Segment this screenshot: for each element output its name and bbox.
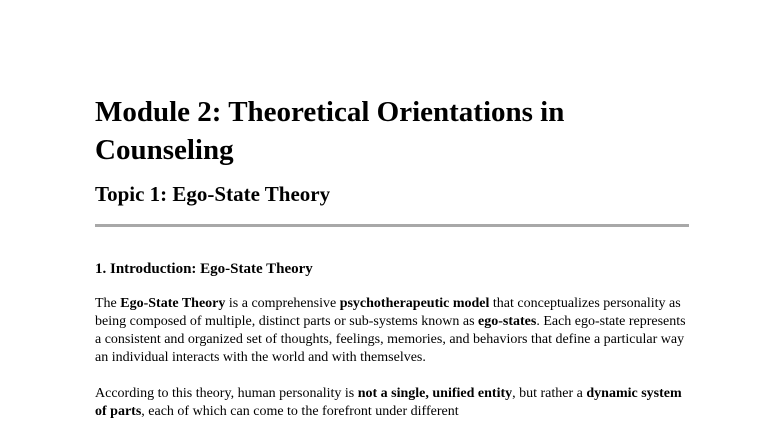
text-run: that conceptualizes personality as being composed of multiple, distinct parts or sub-systems known as: [95, 296, 681, 329]
intro-paragraph: [95, 295, 693, 367]
text-run: The: [95, 296, 121, 311]
section-heading: 1. Introduction: Ego-State Theory: [95, 261, 313, 277]
theory-paragraph: [95, 385, 693, 421]
bold-term-ego-states: ego-states: [478, 314, 537, 329]
horizontal-divider: [95, 224, 689, 227]
text-run: , but rather a: [512, 386, 587, 401]
document-content: [95, 93, 695, 421]
text-run: , each of which can come to the forefront under different: [141, 404, 459, 419]
bold-term-not-single-entity: not a single, unified entity: [357, 386, 513, 401]
text-run: . Each ego-state represents a consistent and organized set of thoughts, feelings, memories, and behaviors that define a particular way an individual interacts with the world and with themselves.: [95, 314, 686, 365]
bold-term-psychotherapeutic-model: psychotherapeutic model: [339, 296, 490, 311]
module-title: Module 2: Theoretical Orientations in Counseling: [95, 96, 565, 166]
text-run: According to this theory, human personality is: [95, 386, 358, 401]
text-run: is a comprehensive: [225, 296, 340, 311]
bold-term-dynamic-system: dynamic system of parts: [95, 386, 682, 419]
bold-term-ego-state-theory: Ego-State Theory: [120, 296, 226, 311]
topic-title: Topic 1: Ego-State Theory: [95, 182, 331, 206]
